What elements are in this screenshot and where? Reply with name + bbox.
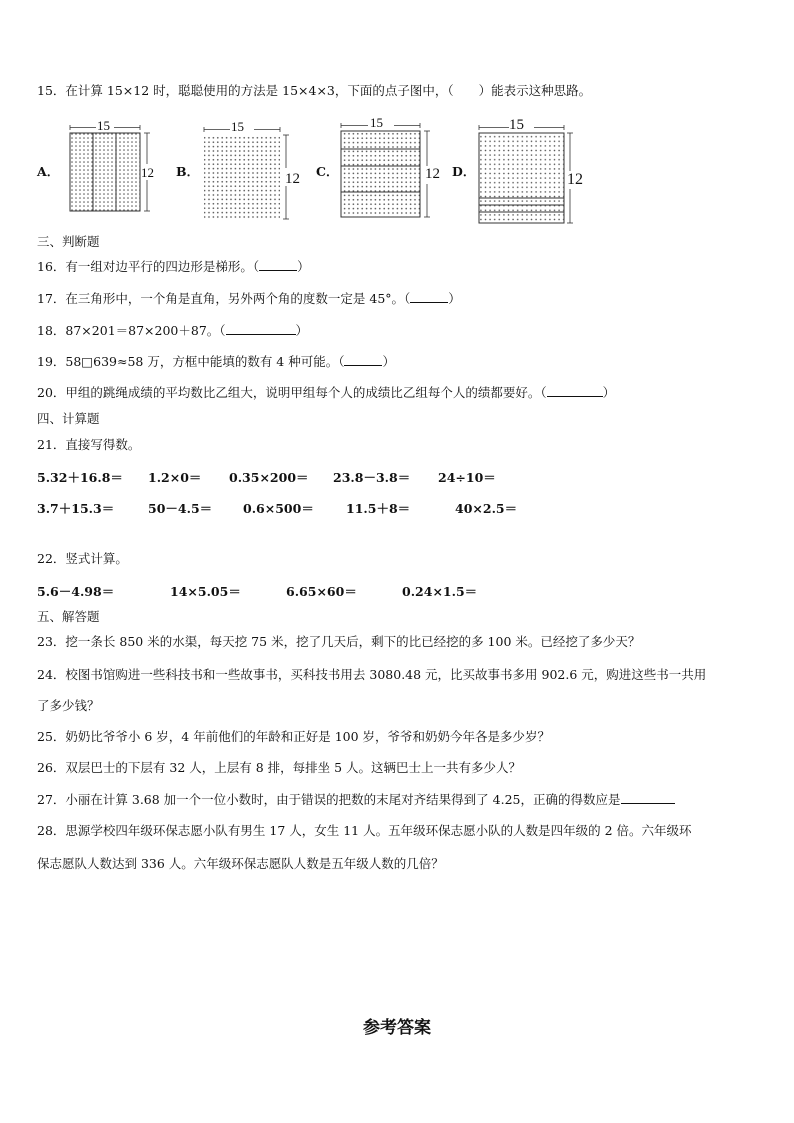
q19-text: 19．58□639≈58 万，方框中能填的数有 4 种可能。（ xyxy=(37,354,345,369)
q16 xyxy=(37,258,310,276)
option-a-label: A． xyxy=(37,164,60,179)
q21-row2-item: 40×2.5＝ xyxy=(455,501,518,516)
q20-text: 20．甲组的跳绳成绩的平均数比乙组大，说明甲组每个人的成绩比乙组每个人的绩都要好。（ xyxy=(37,385,547,400)
option-c-label: C． xyxy=(316,164,339,179)
q22-text: 22．竖式计算。 xyxy=(37,551,128,566)
q25-text: 25．奶奶比爷爷小 6 岁，4 年前他们的年龄和正好是 100 岁，爷爷和奶奶今年各是多少岁？ xyxy=(37,729,551,744)
q21-text: 21．直接写得数。 xyxy=(37,437,141,452)
option-d-side-dimension: 12 xyxy=(567,171,583,188)
q24-text-line2: 了多少钱？ xyxy=(37,698,100,713)
q21-row1-item: 1.2×0＝ xyxy=(148,470,202,485)
answer-key-title: 参考答案 xyxy=(363,1018,431,1038)
option-b-side-dimension: 12 xyxy=(285,171,300,187)
q26-text: 26．双层巴士的下层有 32 人，上层有 8 排，每排坐 5 人。这辆巴士上一共有多少人？ xyxy=(37,760,522,775)
option-d-label: D． xyxy=(452,164,476,179)
q28-text-line1: 28．思源学校四年级环保志愿小队有男生 17 人，女生 11 人。五年级环保志愿小队的人数是四年级的 2 倍。六年级环 xyxy=(37,823,692,838)
section-4-heading: 四、计算题 xyxy=(37,411,100,426)
option-c-side-dimension: 12 xyxy=(425,166,440,182)
q27-answer-blank[interactable] xyxy=(621,791,675,804)
q18-answer-blank[interactable] xyxy=(226,322,296,335)
q16-end: ） xyxy=(297,259,310,274)
q21-row1-item: 23.8－3.8＝ xyxy=(333,470,411,485)
option-a-side-dimension: 12 xyxy=(141,165,154,180)
q17-text: 17．在三角形中，一个角是直角，另外两个角的度数一定是 45°。（ xyxy=(37,291,411,306)
q21-row1-item: 0.35×200＝ xyxy=(229,470,309,485)
q22-item: 14×5.05＝ xyxy=(170,584,241,599)
q27 xyxy=(37,791,675,809)
q15-text: 15．在计算 15×12 时，聪聪使用的方法是 15×4×3，下面的点子图中，（ ）能表示这种思路。 xyxy=(37,83,592,98)
q23-text: 23．挖一条长 850 米的水渠，每天挖 75 米，挖了几天后，剩下的比已经挖的多 100 米。已经挖了多少天？ xyxy=(37,634,641,649)
q18-end: ） xyxy=(295,323,309,338)
q21-row1-item: 5.32＋16.8＝ xyxy=(37,470,123,485)
q19-answer-blank[interactable] xyxy=(344,353,382,366)
option-b-label: B． xyxy=(176,164,200,179)
q27-text: 27．小丽在计算 3.68 加一个一位小数时，由于错误的把数的末尾对齐结果得到了 4.25，正确的得数应是 xyxy=(37,792,621,807)
option-d-top-dimension: 15 xyxy=(509,117,524,133)
section-3-heading: 三、判断题 xyxy=(37,234,100,249)
q19-end: ） xyxy=(382,354,395,369)
section-5-heading: 五、解答题 xyxy=(37,609,100,624)
q21-row2-item: 50－4.5＝ xyxy=(148,501,213,516)
dot-figure-b xyxy=(198,118,298,224)
q16-answer-blank[interactable] xyxy=(259,258,297,271)
q22-item: 0.24×1.5＝ xyxy=(402,584,478,599)
q22-item: 5.6－4.98＝ xyxy=(37,584,115,599)
option-b-top-dimension: 15 xyxy=(231,119,244,134)
q17-answer-blank[interactable] xyxy=(410,290,448,303)
q28-text-line2: 保志愿队人数达到 336 人。六年级环保志愿队人数是五年级人数的几倍？ xyxy=(37,856,444,871)
q20-end: ） xyxy=(602,385,616,400)
q18-text: 18．87×201＝87×200＋87。（ xyxy=(37,323,226,338)
q17 xyxy=(37,290,461,308)
q21-row1-item: 24÷10＝ xyxy=(438,470,496,485)
q21-row2-item: 11.5＋8＝ xyxy=(346,501,411,516)
q24-text-line1: 24．校图书馆购进一些科技书和一些故事书，买科技书用去 3080.48 元，比买故事书多用 902.6 元，购进这些书一共用 xyxy=(37,667,707,682)
q16-text: 16．有一组对边平行的四边形是梯形。（ xyxy=(37,259,260,274)
q20-answer-blank[interactable] xyxy=(547,384,603,397)
q19 xyxy=(37,353,395,371)
q17-end: ） xyxy=(448,291,461,306)
q20 xyxy=(37,384,615,402)
q22-item: 6.65×60＝ xyxy=(286,584,357,599)
q21-row2-item: 3.7＋15.3＝ xyxy=(37,501,115,516)
q21-row2-item: 0.6×500＝ xyxy=(243,501,314,516)
option-a-top-dimension: 15 xyxy=(97,118,110,133)
q18 xyxy=(37,322,308,340)
option-c-top-dimension: 15 xyxy=(370,115,383,130)
